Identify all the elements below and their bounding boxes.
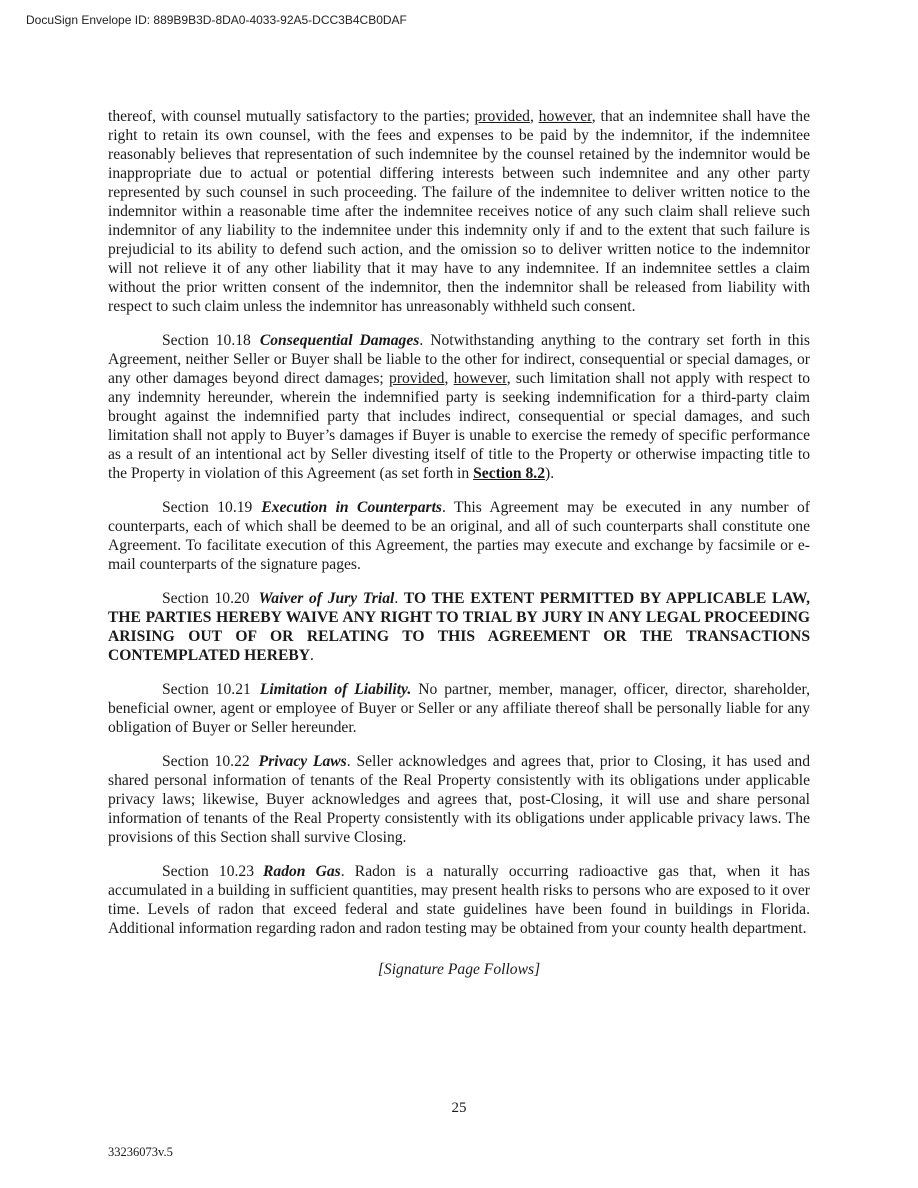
separator: . xyxy=(394,590,404,607)
section-number: Section 10.22 xyxy=(162,753,250,770)
section-body-2: , such limitation shall not apply with respect to any indemnity hereunder, wherein the indemnified party is seeking indemnification for a third-party claim brought against the indemnified party that includes indirect, consequential or special damages, and such limitation shall not apply to Buyer’s damages if Buyer is unable to exercise the remedy of specific performance as a result of an intentional act by Seller divesting itself of title to the Property or otherwise impacting title to the Property in violation of this Agreement (as set forth in xyxy=(108,370,810,482)
section-number: Section 10.21 xyxy=(162,681,251,698)
section-body-1: . Notwithstanding anything to the contrary set forth in this Agreement, neither Seller or Buyer shall be liable to the other for indirect, consequential or special damages, or any other damages beyond direct damages; xyxy=(108,332,811,387)
intro-text-2: , that an indemnitee shall have the right to retain its own counsel, with the fees and expenses to be paid by the indemnitor, if the indemnitee reasonably believes that representation of such indemnitee by the counsel retained by the indemnitor would be inappropriate due to actual or potential differing interests between such indemnitee and any other party represented by such counsel in such proceeding. The failure of the indemnitee to deliver written notice to the indemnitor within a reasonable time after the indemnitee receives notice of any such claim shall relieve such indemnitor of any liability to the indemnitee under this indemnity only if and to the extent that such failure is prejudicial to its ability to defend such action, and the omission so to deliver written notice to the indemnitor will not relieve it of any other liability that it may have to any indemnitee. If an indemnitee settles a claim without the prior written consent of the indemnitor, then the indemnitor shall be released from liability with respect to such claim unless the indemnitor has unreasonably withheld such consent. xyxy=(108,108,810,315)
section-10-22 xyxy=(108,752,810,847)
section-number: Section 10.20 xyxy=(162,590,250,607)
section-body-3: ). xyxy=(545,465,555,482)
however-term: however xyxy=(453,370,507,387)
document-body xyxy=(108,107,810,995)
section-title: Radon Gas xyxy=(263,863,341,880)
section-10-21 xyxy=(108,680,810,737)
jury-waiver-text: TO THE EXTENT PERMITTED BY APPLICABLE LAW, THE PARTIES HEREBY WAIVE ANY RIGHT TO TRIAL BY JURY IN ANY LEGAL PROCEEDING ARISING OUT OF OR RELATING TO THIS AGREEMENT OR THE TRANSACTIONS CONTEMPLATED HEREBY xyxy=(108,590,810,664)
section-title: Privacy Laws xyxy=(258,753,347,770)
section-body: . This Agreement may be executed in any number of counterparts, each of which shall be deemed to be an original, and all of such counterparts shall constitute one Agreement. To facilitate execution of this Agreement, the parties may execute and exchange by facsimile or e-mail counterparts of the signature pages. xyxy=(108,499,810,573)
section-body: . Seller acknowledges and agrees that, prior to Closing, it has used and shared personal information of tenants of the Real Property consistently with its obligations under applicable privacy laws; likewise, Buyer acknowledges and agrees that, post-Closing, it will use and share personal information of tenants of the Real Property consistently with its obligations under applicable privacy laws. The provisions of this Section shall survive Closing. xyxy=(108,753,811,846)
however-term: however xyxy=(538,108,592,125)
page-number: 25 xyxy=(451,1100,467,1116)
intro-text-1: thereof, with counsel mutually satisfactory to the parties; xyxy=(108,108,475,125)
comma: , xyxy=(444,370,454,387)
provided-term: provided xyxy=(389,370,445,387)
section-end: . xyxy=(310,647,314,664)
section-10-19 xyxy=(108,498,810,574)
docusign-envelope-id: DocuSign Envelope ID: 889B9B3D-8DA0-4033-92A5-DCC3B4CB0DAF xyxy=(26,13,407,27)
section-number: Section 10.19 xyxy=(162,499,253,516)
comma: , xyxy=(529,108,539,125)
section-title: Execution in Counterparts xyxy=(261,499,442,516)
section-title: Consequential Damages xyxy=(259,332,420,349)
section-10-18 xyxy=(108,331,810,483)
section-reference: Section 8.2 xyxy=(473,465,545,482)
section-number: Section 10.18 xyxy=(162,332,251,349)
provided-term: provided xyxy=(474,108,530,125)
section-body: . Radon is a naturally occurring radioactive gas that, when it has accumulated in a building in sufficient quantities, may present health risks to persons who are exposed to it over time. Levels of radon that exceed federal and state guidelines have been found in buildings in Florida. Additional information regarding radon and radon testing may be obtained from your county health department. xyxy=(108,863,810,937)
section-body: No partner, member, manager, officer, director, shareholder, beneficial owner, agent or employee of Buyer or Seller or any affiliate thereof shall be personally liable for any obligation of Buyer or Seller hereunder. xyxy=(108,681,810,736)
section-title: Limitation of Liability. xyxy=(259,681,412,698)
section-10-23 xyxy=(108,862,810,938)
intro-paragraph xyxy=(108,107,810,316)
document-id: 33236073v.5 xyxy=(108,1145,173,1159)
section-title: Waiver of Jury Trial xyxy=(258,590,395,607)
signature-page-note: [Signature Page Follows] xyxy=(377,961,541,978)
section-number: Section 10.23 xyxy=(162,863,255,880)
section-10-20 xyxy=(108,589,810,665)
